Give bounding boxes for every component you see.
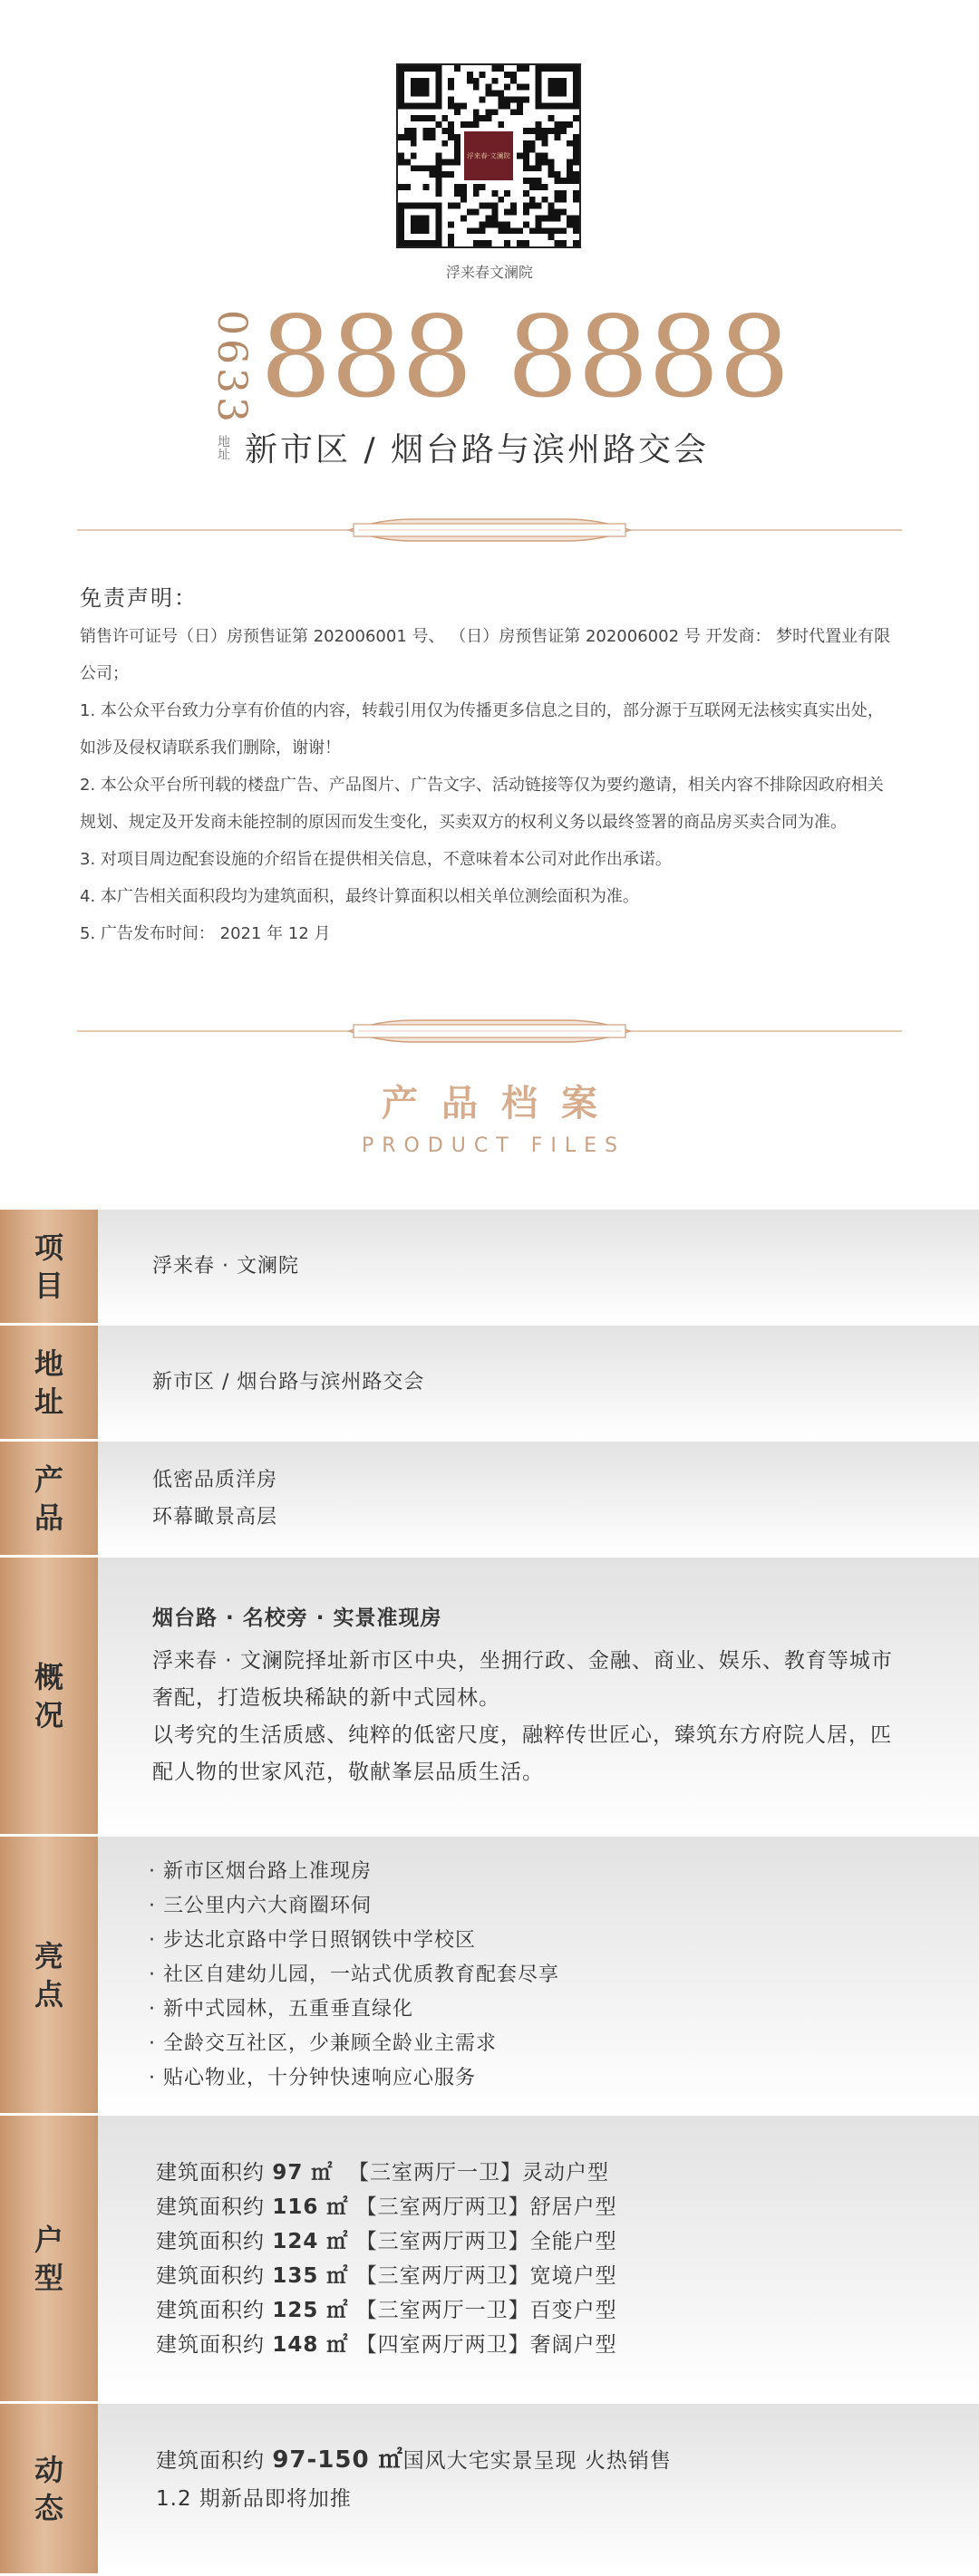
unit-prefix: 建筑面积约 xyxy=(156,2263,273,2288)
row-body xyxy=(98,1326,979,1442)
disclaimer-title: 免责声明： xyxy=(80,585,198,611)
overview-paragraph: 以考究的生活质感、纯粹的低密尺度，融粹传世匠心，臻筑东方府院人居，匹配人物的世家风范，敬献峯层品质生活。 xyxy=(152,1723,892,1784)
ornament-divider-icon xyxy=(77,1013,902,1049)
unit-prefix: 建筑面积约 xyxy=(156,2195,273,2219)
disclaimer-item: 4. 本广告相关面积段均为建筑面积，最终计算面积以相关单位测绘面积为准。 xyxy=(80,887,639,906)
disclaimer-item: 2. 本公众平台所刊载的楼盘广告、产品图片、广告文字、活动链接等仅为要约邀请，相关内容不排除因政府相关规划、规定及开发商未能控制的原因而发生变化，买卖双方的权利义务以最终签署的商品房买卖合同为准。 xyxy=(80,776,884,832)
unit-layout: 【三室两厅两卫】宽境户型 xyxy=(348,2263,617,2288)
qr-code xyxy=(396,63,581,248)
highlight-item: · 步达北京路中学日照钢铁中学校区 xyxy=(149,1928,476,1952)
row-label xyxy=(0,2404,98,2576)
row-product xyxy=(0,1442,979,1558)
unit-item xyxy=(156,2328,979,2362)
phone-block xyxy=(208,293,790,435)
product-line: 低密品质洋房 xyxy=(152,1468,278,1491)
unit-layout: 【三室两厅两卫】舒居户型 xyxy=(348,2195,617,2219)
dynamic-line-1 xyxy=(156,2441,979,2480)
row-body xyxy=(98,2116,979,2404)
row-label-text: 动态 xyxy=(34,2452,63,2525)
address-tag: 地址 xyxy=(216,434,230,460)
qr-logo-text: 浮来春·文澜院 xyxy=(467,151,510,160)
unit-layout: 【四室两厅两卫】奢阔户型 xyxy=(348,2332,617,2357)
row-label xyxy=(0,2116,98,2404)
row-label xyxy=(0,1837,98,2116)
row-body xyxy=(98,1210,979,1326)
area-code: 0633 xyxy=(208,310,255,426)
dynamic-area: 97-150 ㎡ xyxy=(272,2446,403,2474)
unit-area: 97 ㎡ xyxy=(272,2160,334,2185)
highlight-item: · 三公里内六大商圈环伺 xyxy=(149,1894,372,1917)
section-subtitle: PRODUCT FILES xyxy=(362,1134,625,1157)
unit-item xyxy=(156,2224,979,2259)
unit-prefix: 建筑面积约 xyxy=(156,2229,273,2253)
unit-item xyxy=(156,2156,979,2190)
row-body xyxy=(98,1558,979,1837)
qr-caption: 浮来春文澜院 xyxy=(445,264,533,281)
unit-prefix: 建筑面积约 xyxy=(156,2332,273,2357)
disclaimer-license: 销售许可证号（日）房预售证第 202006001 号、 （日）房预售证第 202006002 号 开发商： 梦时代置业有限公司； xyxy=(80,627,891,683)
address-text: 新市区 / 烟台路与滨州路交会 xyxy=(245,431,710,468)
unit-item xyxy=(156,2259,979,2293)
project-address: 新市区 / 烟台路与滨州路交会 xyxy=(152,1371,425,1394)
dynamic-line-2: 1.2 期新品即将加推 xyxy=(156,2487,352,2511)
unit-layout: 【三室两厅两卫】全能户型 xyxy=(348,2229,617,2253)
highlight-item: · 新中式园林，五重垂直绿化 xyxy=(149,1997,413,2021)
overview-paragraph: 浮来春 · 文澜院择址新市区中央，坐拥行政、金融、商业、娱乐、教育等城市奢配，打造板块稀缺的新中式园林。 xyxy=(152,1649,893,1710)
unit-item xyxy=(156,2190,979,2224)
highlight-item: · 新市区烟台路上准现房 xyxy=(149,1859,372,1883)
row-label-text: 概况 xyxy=(34,1659,63,1732)
row-dynamic xyxy=(0,2404,979,2576)
row-address xyxy=(0,1326,979,1442)
unit-area: 148 ㎡ xyxy=(272,2332,349,2357)
row-label-text: 亮点 xyxy=(34,1938,63,2012)
row-label xyxy=(0,1442,98,1558)
row-label-text: 项目 xyxy=(34,1230,63,1303)
unit-area: 124 ㎡ xyxy=(272,2229,349,2253)
row-body xyxy=(98,2404,979,2576)
row-label xyxy=(0,1210,98,1326)
overview-headline: 烟台路 · 名校旁 · 实景准现房 xyxy=(152,1606,442,1630)
address-line xyxy=(214,424,727,470)
section-title: 产品档案 xyxy=(382,1083,621,1124)
highlight-item: · 贴心物业，十分钟快速响应心服务 xyxy=(149,2066,476,2089)
unit-area: 125 ㎡ xyxy=(272,2298,349,2322)
row-label-text: 产品 xyxy=(34,1462,63,1535)
row-label-text: 户型 xyxy=(34,2222,63,2295)
phone-number[interactable]: 888 8888 xyxy=(260,293,790,423)
row-label xyxy=(0,1326,98,1442)
ornament-divider-icon xyxy=(77,512,902,548)
disclaimer-item: 3. 对项目周边配套设施的介绍旨在提供相关信息，不意味着本公司对此作出承诺。 xyxy=(80,850,672,869)
unit-area: 116 ㎡ xyxy=(272,2195,349,2219)
row-overview xyxy=(0,1558,979,1837)
highlight-item: · 全龄交互社区，少兼顾全龄业主需求 xyxy=(149,2031,497,2055)
unit-prefix: 建筑面积约 xyxy=(156,2160,273,2185)
disclaimer-item: 5. 广告发布时间： 2021 年 12 月 xyxy=(80,924,331,943)
divider-ornament-bottom xyxy=(77,1013,902,1049)
divider-ornament-top xyxy=(77,512,902,548)
dynamic-suffix: 国风大宅实景呈现 火热销售 xyxy=(402,2449,672,2473)
disclaimer xyxy=(80,580,899,952)
unit-prefix: 建筑面积约 xyxy=(156,2298,273,2322)
row-project xyxy=(0,1210,979,1326)
product-files xyxy=(0,1210,979,2576)
row-label xyxy=(0,1558,98,1837)
row-units xyxy=(0,2116,979,2404)
highlight-item: · 社区自建幼儿园，一站式优质教育配套尽享 xyxy=(149,1963,559,1986)
row-highlights xyxy=(0,1837,979,2116)
qr-code-image xyxy=(398,65,579,246)
row-body xyxy=(98,1837,979,2116)
row-label-text: 地址 xyxy=(34,1346,63,1419)
dynamic-prefix: 建筑面积约 xyxy=(156,2449,273,2473)
unit-area: 135 ㎡ xyxy=(272,2263,349,2288)
project-name: 浮来春 · 文澜院 xyxy=(152,1255,299,1278)
product-line: 环幕瞰景高层 xyxy=(152,1505,278,1529)
unit-layout: 【三室两厅一卫】灵动户型 xyxy=(333,2160,609,2185)
disclaimer-item: 1. 本公众平台致力分享有价值的内容，转载引用仅为传播更多信息之目的，部分源于互联网无法核实真实出处，如涉及侵权请联系我们删除，谢谢！ xyxy=(80,701,884,757)
unit-layout: 【三室两厅一卫】百变户型 xyxy=(348,2298,617,2322)
unit-item xyxy=(156,2293,979,2328)
row-body xyxy=(98,1442,979,1558)
